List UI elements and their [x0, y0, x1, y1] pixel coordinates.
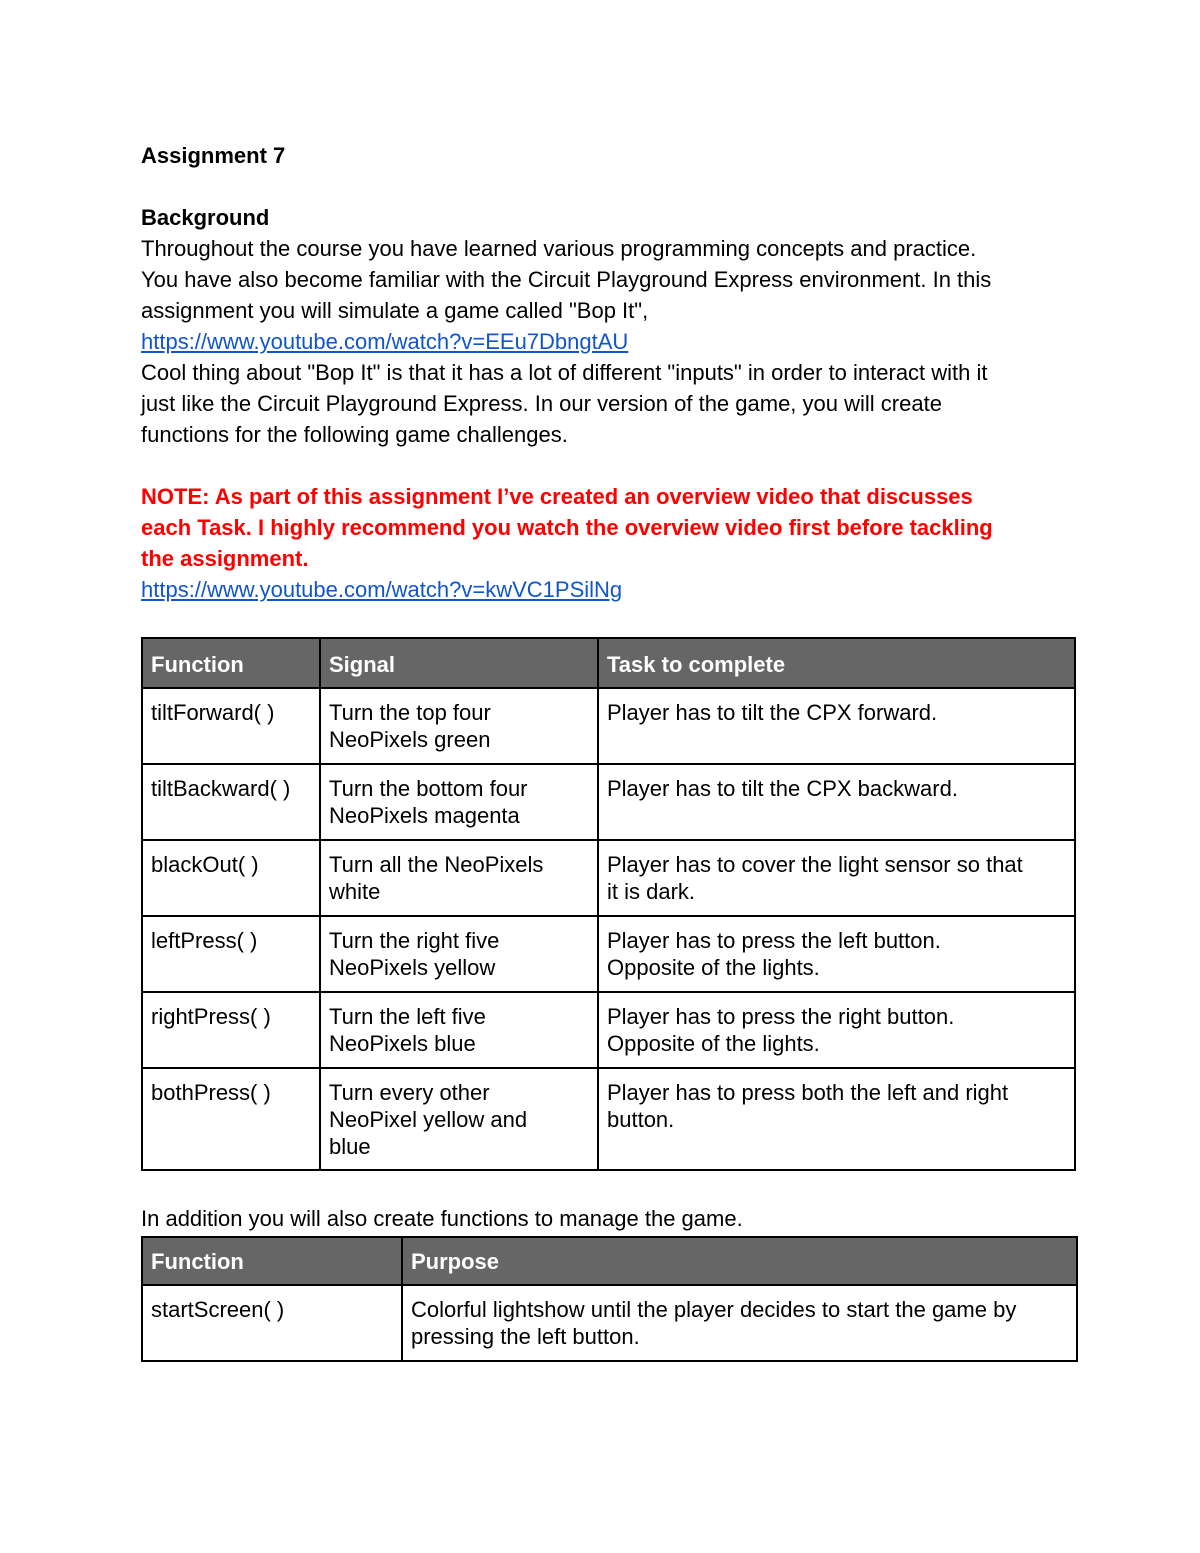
- text-line: Throughout the course you have learned various programming concepts and practice.: [141, 236, 977, 261]
- table-row: [142, 1285, 1077, 1361]
- cell-text: blue: [329, 1134, 371, 1159]
- cell-text: Player has to cover the light sensor so that: [607, 852, 1023, 877]
- document-page: [141, 140, 1076, 1349]
- cell-text: leftPress( ): [151, 928, 258, 953]
- cell-text: pressing the left button.: [411, 1324, 640, 1349]
- task-cell: [598, 1068, 1075, 1170]
- cell-text: Turn the left five: [329, 1004, 486, 1029]
- blank-line: [141, 171, 1076, 202]
- header-task: Task to complete: [598, 638, 1075, 688]
- signal-cell: [320, 840, 598, 916]
- cell-text: Turn all the NeoPixels: [329, 852, 544, 877]
- task-cell: [598, 764, 1075, 840]
- table-header-row: [142, 1237, 1077, 1285]
- signal-cell: [320, 916, 598, 992]
- function-cell: [142, 916, 320, 992]
- cell-text: Player has to tilt the CPX backward.: [607, 776, 958, 801]
- table-row: [142, 992, 1075, 1068]
- text-line: assignment you will simulate a game called "Bop It",: [141, 298, 649, 323]
- task-cell: [598, 992, 1075, 1068]
- cell-text: NeoPixels magenta: [329, 803, 520, 828]
- function-cell: [142, 1285, 402, 1361]
- cell-text: button.: [607, 1107, 675, 1132]
- bop-it-video-link[interactable]: https://www.youtube.com/watch?v=EEu7DbngtAU: [141, 329, 629, 354]
- cell-text: Turn every other: [329, 1080, 490, 1105]
- purpose-cell: [402, 1285, 1077, 1361]
- task-cell: [598, 840, 1075, 916]
- cell-text: tiltBackward( ): [151, 776, 291, 801]
- cell-text: tiltForward( ): [151, 700, 275, 725]
- background-paragraph-2: [141, 357, 1076, 450]
- cell-text: Opposite of the lights.: [607, 1031, 820, 1056]
- background-paragraph-1: [141, 233, 1076, 326]
- cell-text: white: [329, 879, 381, 904]
- cell-text: NeoPixel yellow and: [329, 1107, 528, 1132]
- header-function: Function: [142, 1237, 402, 1285]
- cell-text: blackOut( ): [151, 852, 259, 877]
- task-cell: [598, 688, 1075, 764]
- blank-line: [141, 450, 1076, 481]
- game-challenges-table: [141, 637, 1076, 1171]
- document-title: Assignment 7: [141, 143, 286, 168]
- addition-text: In addition you will also create functions to manage the game.: [141, 1206, 743, 1231]
- text-line: functions for the following game challenges.: [141, 422, 568, 447]
- text-line: just like the Circuit Playground Express. In our version of the game, you will create: [141, 391, 942, 416]
- note-line: NOTE: As part of this assignment I’ve created an overview video that discusses: [141, 484, 973, 509]
- function-cell: [142, 840, 320, 916]
- table-header-row: [142, 638, 1075, 688]
- cell-text: Player has to tilt the CPX forward.: [607, 700, 938, 725]
- cell-text: it is dark.: [607, 879, 696, 904]
- game-management-table: [141, 1236, 1078, 1362]
- header-signal: Signal: [320, 638, 598, 688]
- cell-text: NeoPixels blue: [329, 1031, 476, 1056]
- table-row: [142, 916, 1075, 992]
- table-row: [142, 840, 1075, 916]
- cell-text: Player has to press both the left and right: [607, 1080, 1009, 1105]
- cell-text: Player has to press the right button.: [607, 1004, 955, 1029]
- cell-text: Player has to press the left button.: [607, 928, 941, 953]
- task-cell: [598, 916, 1075, 992]
- cell-text: Turn the top four: [329, 700, 491, 725]
- note-line: the assignment.: [141, 546, 309, 571]
- signal-cell: [320, 764, 598, 840]
- cell-text: Turn the bottom four: [329, 776, 528, 801]
- background-heading: Background: [141, 205, 270, 230]
- text-line: You have also become familiar with the Circuit Playground Express environment. In this: [141, 267, 992, 292]
- table-row: [142, 688, 1075, 764]
- cell-text: NeoPixels green: [329, 727, 491, 752]
- overview-video-link[interactable]: https://www.youtube.com/watch?v=kwVC1PSilNg: [141, 577, 623, 602]
- function-cell: [142, 688, 320, 764]
- signal-cell: [320, 992, 598, 1068]
- cell-text: NeoPixels yellow: [329, 955, 496, 980]
- note-paragraph: [141, 481, 1076, 574]
- function-cell: [142, 992, 320, 1068]
- function-cell: [142, 764, 320, 840]
- table-row: [142, 1068, 1075, 1170]
- header-purpose: Purpose: [402, 1237, 1077, 1285]
- cell-text: bothPress( ): [151, 1080, 271, 1105]
- cell-text: Turn the right five: [329, 928, 500, 953]
- cell-text: rightPress( ): [151, 1004, 271, 1029]
- function-cell: [142, 1068, 320, 1170]
- text-line: Cool thing about "Bop It" is that it has a lot of different "inputs" in order to interact with it: [141, 360, 988, 385]
- header-function: Function: [142, 638, 320, 688]
- cell-text: Opposite of the lights.: [607, 955, 820, 980]
- note-line: each Task. I highly recommend you watch the overview video first before tackling: [141, 515, 993, 540]
- cell-text: startScreen( ): [151, 1297, 285, 1322]
- cell-text: Colorful lightshow until the player decides to start the game by: [411, 1297, 1017, 1322]
- signal-cell: [320, 688, 598, 764]
- signal-cell: [320, 1068, 598, 1170]
- table-row: [142, 764, 1075, 840]
